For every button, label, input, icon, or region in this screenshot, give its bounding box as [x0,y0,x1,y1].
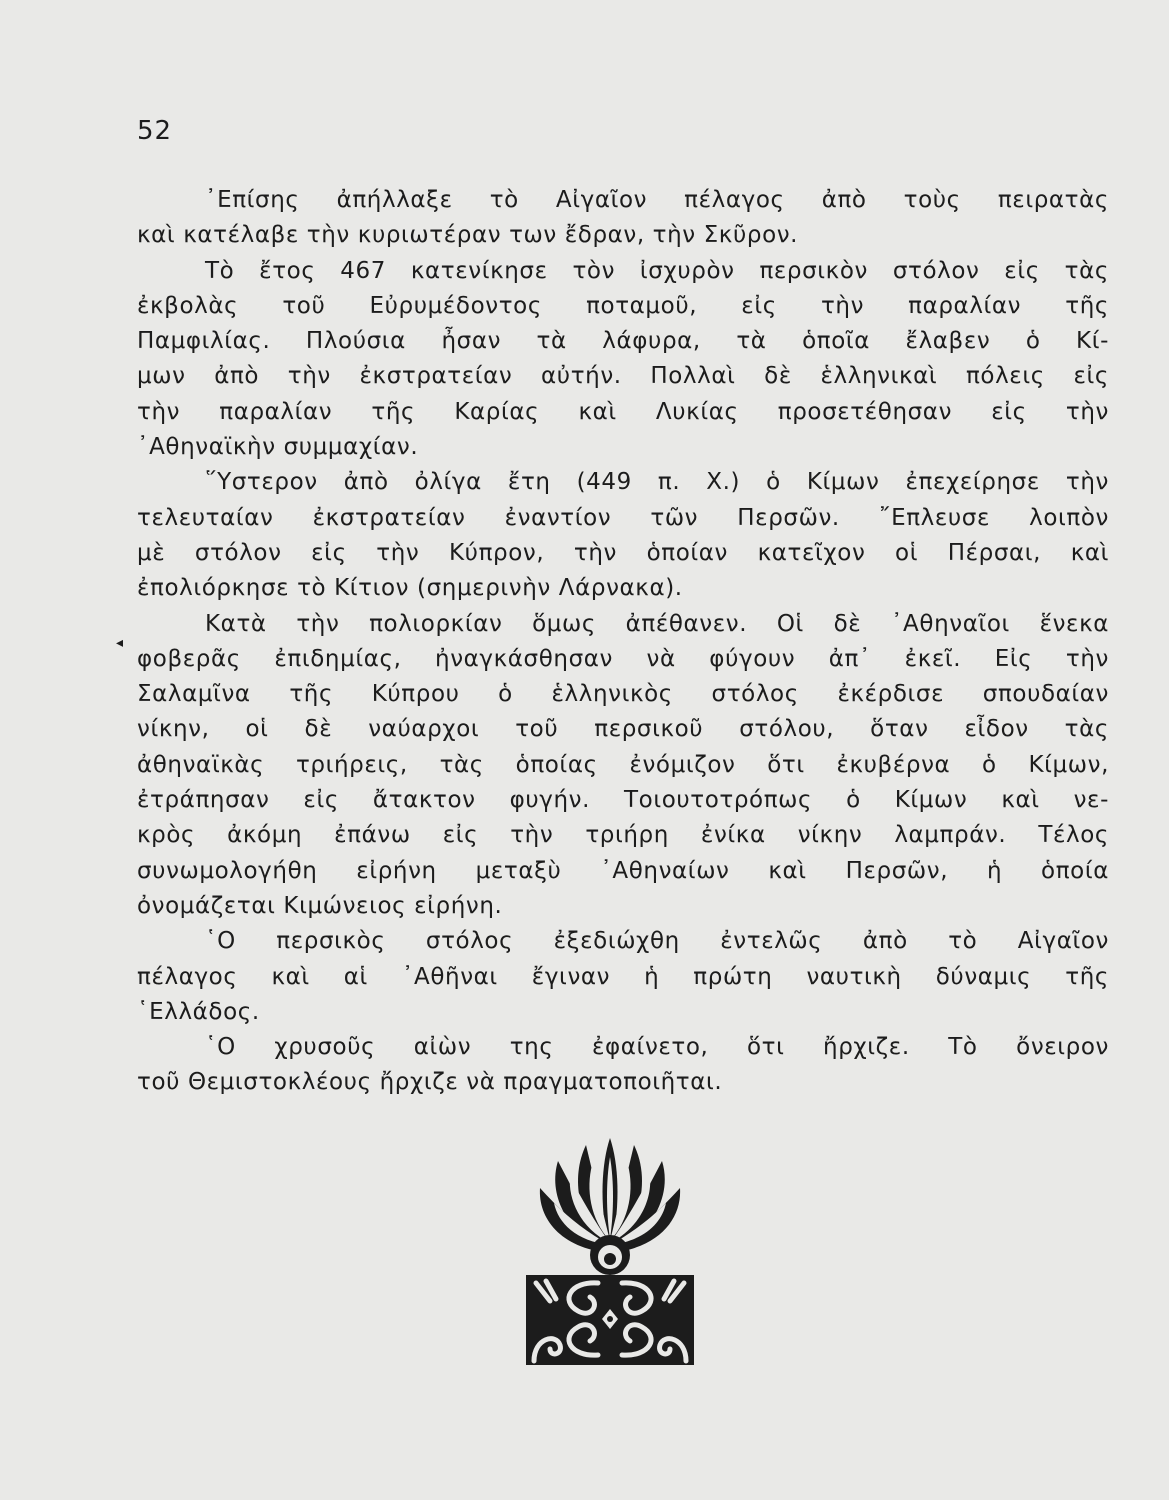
margin-mark: ◂ [116,635,124,651]
text-line: τοῦ Θεμιστοκλέους ἤρχιζε νὰ πραγματοποιῆται. [137,1069,723,1096]
text-line: ἀθηναϊκὰς τριήρεις, τὰς ὁποίας ἐνόμιζον ὅτι ἐκυβέρνα ὁ Κίμων, [137,751,1109,778]
palmette-ornament-icon [520,1133,700,1373]
text-line: ῾Ελλάδος. [137,998,260,1025]
text-line: ῞Υστερον ἀπὸ ὀλίγα ἔτη (449 π. Χ.) ὁ Κίμων ἐπεχείρησε τὴν [205,469,1109,496]
text-line: κρὸς ἀκόμη ἐπάνω εἰς τὴν τριήρη ἐνίκα νίκην λαμπράν. Τέλος [137,822,1109,849]
text-line: Παμφιλίας. Πλούσια ἦσαν τὰ λάφυρα, τὰ ὁποῖα ἔλαβεν ὁ Κί- [137,328,1109,355]
text-line: νίκην, οἱ δὲ ναύαρχοι τοῦ περσικοῦ στόλου, ὅταν εἶδον τὰς [137,716,1109,743]
text-line: μὲ στόλον εἰς τὴν Κύπρον, τὴν ὁποίαν κατεῖχον οἱ Πέρσαι, καὶ [137,539,1109,566]
text-line: τὴν παραλίαν τῆς Καρίας καὶ Λυκίας προσετέθησαν εἰς τὴν [137,398,1109,425]
paragraph-2 [137,254,1109,466]
paragraph-3 [137,465,1109,606]
text-line: μων ἀπὸ τὴν ἐκστρατείαν αὐτήν. Πολλαὶ δὲ ἑλληνικαὶ πόλεις εἰς [137,363,1109,390]
paragraph-1 [137,183,1109,254]
body-text [137,183,1109,1101]
paragraph-5 [137,924,1109,1030]
text-line: Τὸ ἔτος 467 κατενίκησε τὸν ἰσχυρὸν περσικὸν στόλον εἰς τὰς [205,257,1109,284]
text-line: ῾Ο περσικὸς στόλος ἐξεδιώχθη ἐντελῶς ἀπὸ τὸ Αἰγαῖον [205,928,1109,955]
page-number: 52 [137,116,173,146]
text-line: ἐκβολὰς τοῦ Εὐρυμέδοντος ποταμοῦ, εἰς τὴν παραλίαν τῆς [137,292,1109,319]
text-line: ὀνομάζεται Κιμώνειος εἰρήνη. [137,892,503,919]
text-line: ᾿Επίσης ἀπήλλαξε τὸ Αἰγαῖον πέλαγος ἀπὸ τοὺς πειρατὰς [205,187,1109,213]
text-line: ᾿Αθηναϊκὴν συμμαχίαν. [137,434,419,461]
text-line: συνωμολογήθη εἰρήνη μεταξὺ ᾿Αθηναίων καὶ Περσῶν, ἡ ὁποία [137,857,1109,884]
text-line: ἐπολιόρκησε τὸ Κίτιον (σημερινὴν Λάρνακα). [137,575,683,602]
text-line: φοβερᾶς ἐπιδημίας, ἠναγκάσθησαν νὰ φύγουν ἀπ᾿ ἐκεῖ. Εἰς τὴν [137,645,1109,672]
text-line: ῾Ο χρυσοῦς αἰὼν της ἐφαίνετο, ὅτι ἤρχιζε. Τὸ ὄνειρον [205,1034,1109,1061]
text-line: Σαλαμῖνα τῆς Κύπρου ὁ ἑλληνικὸς στόλος ἐκέρδισε σπουδαίαν [137,681,1109,708]
paragraph-4 [137,607,1109,925]
text-line: Κατὰ τὴν πολιορκίαν ὅμως ἀπέθανεν. Οἱ δὲ ᾿Αθηναῖοι ἕνεκα [205,610,1109,637]
text-line: πέλαγος καὶ αἱ ᾿Αθῆναι ἔγιναν ἡ πρώτη ναυτικὴ δύναμις τῆς [137,963,1109,990]
text-line: ἐτράπησαν εἰς ἄτακτον φυγήν. Τοιουτοτρόπως ὁ Κίμων καὶ νε- [137,787,1109,814]
text-line: τελευταίαν ἐκστρατείαν ἐναντίον τῶν Περσῶν. ῎Επλευσε λοιπὸν [137,504,1109,531]
text-line: καὶ κατέλαβε τὴν κυριωτέραν των ἔδραν, τὴν Σκῦρον. [137,222,799,249]
paragraph-6 [137,1030,1109,1101]
